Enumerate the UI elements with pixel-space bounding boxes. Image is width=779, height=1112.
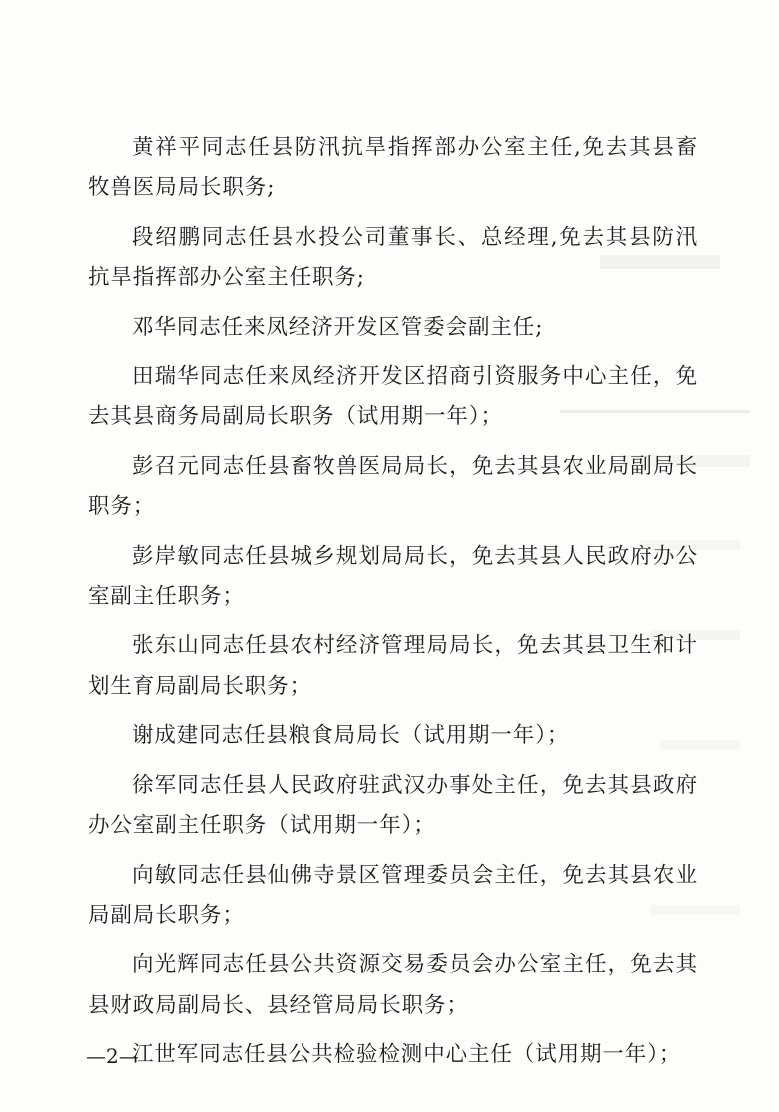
paragraph: 田瑞华同志任来凤经济开发区招商引资服务中心主任，免去其县商务局副局长职务（试用期一年）； [88,364,698,430]
paragraph: 段绍鹏同志任县水投公司董事长、总经理,免去其县防汛抗旱指挥部办公室主任职务; [88,224,698,291]
paragraph: 徐军同志任县人民政府驻武汉办事处主任，免去其县政府办公室副主任职务（试用期一年）； [88,772,698,839]
paragraph: 江世军同志任县公共检验检测中心主任（试用期一年）； [132,1042,682,1068]
paragraph: 谢成建同志任县粮食局局长（试用期一年）； [132,723,570,749]
paragraph: 向光辉同志任县公共资源交易委员会办公室主任，免去其县财政局副局长、县经管局局长职务； [88,952,698,1018]
paragraph: 张东山同志任县农村经济管理局局长，免去其县卫生和计划生育局副局长职务； [88,633,698,699]
paragraph: 彭岸敏同志任县城乡规划局局长，免去其县人民政府办公室副主任职务； [88,543,698,610]
document-body [88,128,698,1085]
paragraph: 向敏同志任县仙佛寺景区管理委员会主任，免去其县农业局副局长职务； [88,862,698,928]
paragraph: 黄祥平同志任县防汛抗旱指挥部办公室主任,免去其县畜牧兽医局局长职务; [88,135,698,201]
paragraph: 邓华同志任来凤经济开发区管委会副主任; [132,314,544,340]
paragraph: 彭召元同志任县畜牧兽医局局长，免去其县农业局副局长职务； [88,453,698,520]
page-number: —2— [86,1044,139,1068]
